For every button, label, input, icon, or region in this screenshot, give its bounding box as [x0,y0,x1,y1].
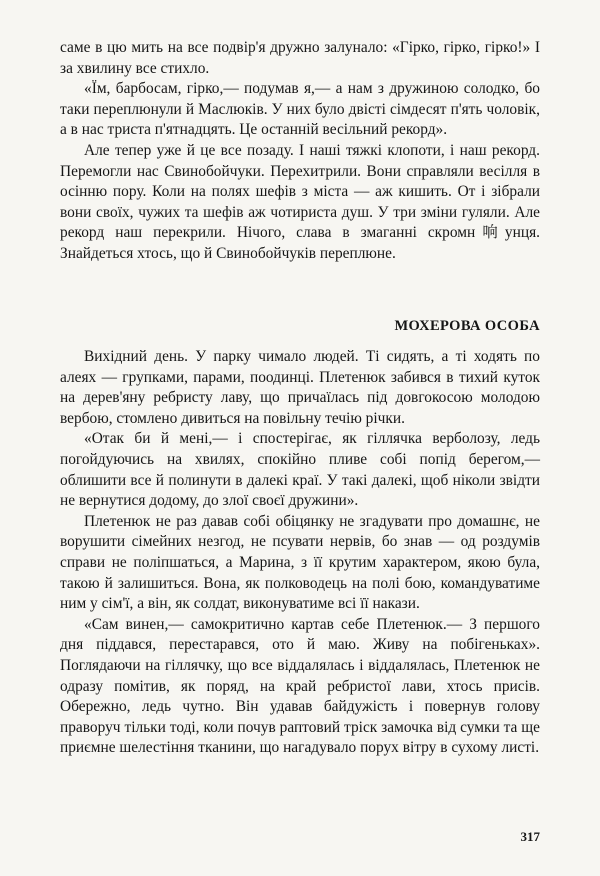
paragraph: «Отак би й мені,— і спостерігає, як гіллячка верболозу, ледь погойдуючись на хвилях, спокійно пливе собі попід берегом,— облишити все й полинути в далекі краї. У такі далекі, щоб ніколи звідти не вернутися додому, до злої своєї дружини». [60,430,540,510]
previous-story-ending [60,38,540,265]
page-number: 317 [520,829,540,844]
story-body [60,347,540,759]
paragraph: «Їм, барбосам, гірко,— подумав я,— а нам з дружиною солодко, бо таки переплюнули й Маслюків. У них було двісті сімдесят п'ять чоловік, а в нас триста п'ятнадцять. Це останній весільний рекорд». [60,80,540,139]
paragraph: «Сам винен,— самокритично картав себе Плетенюк.— З першого дня піддався, перестарався, ото й маю. Живу на побігеньках». Поглядаючи на гіллячку, що все віддалялась і віддалялась, Плетенюк не одразу помітив, як поряд, на край ребристої лави, хтось присів. Обережно, ледь чутно. Він удавав байдужість і повернув голову праворуч тільки тоді, коли почув раптовий тріск замочка від сумки та ще приємне шелестіння тканини, що нагадувало порух вітру в сухому листі. [60,615,540,757]
paragraph: Вихідний день. У парку чимало людей. Ті сидять, а ті ходять по алеях — групками, парами, поодинці. Плетенюк забився в тихий куток на дерев'яну ребристу лаву, що причаїлась під довгокосою молодою вербою, стомлено дивиться на повільну течію річки. [60,348,540,427]
paragraph: Але тепер уже й це все позаду. І наші тяжкі клопоти, і наш рекорд. Перемогли нас Свинобойчуки. Перехитрили. Вони справляли весілля в осінню пору. Коли на полях шефів з міста — аж кишить. От і зібрали вони своїх, чужих та шефів аж чотириста душ. У три зміни гуляли. Але рекорд наш перекрили. Нічого, слава в змаганні скромн响унця. Знайдеться хтось, що й Свинобойчуків переплюне. [60,141,540,262]
paragraph: Плетенюк не раз давав собі обіцянку не згадувати про домашнє, не ворушити сімейних незгод, не псувати нервів, бо знав — од роздумів справи не поліпшаться, а Марина, з її крутим характером, якою була, такою й залишиться. Вона, як полководець на полі бою, командуватиме ним у сім'ї, а він, як солдат, виконуватиме всі її накази. [60,512,540,613]
story-title: МОХЕРОВА ОСОБА [394,318,540,334]
paragraph: саме в цю мить на все подвір'я дружно залунало: «Гірко, гірко, гірко!» І за хвилину все стихло. [60,39,540,77]
